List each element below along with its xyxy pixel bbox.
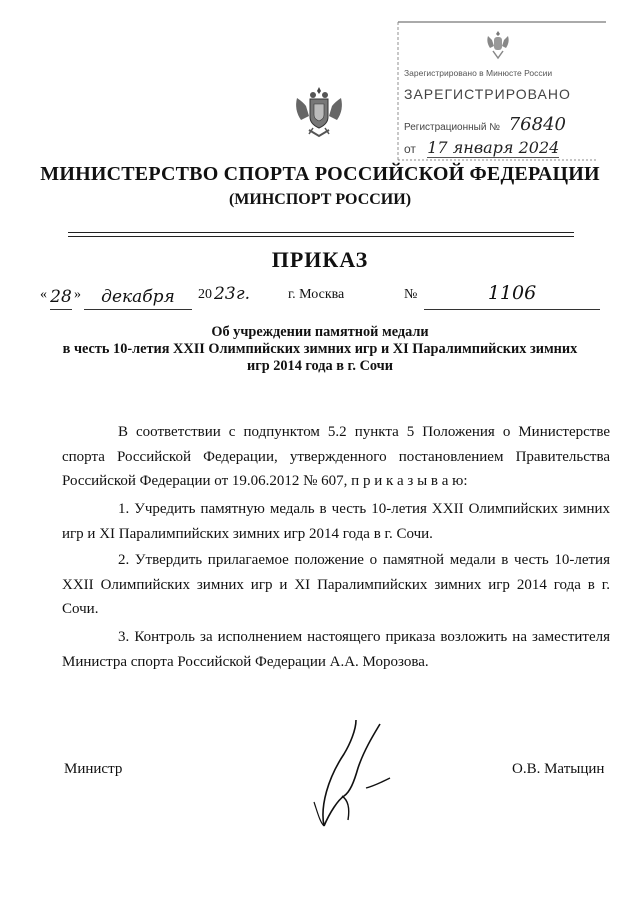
body-item-3-text: 3. Контроль за исполнением настоящего приказа возложить на заместителя Министра спорта Российской Федерации А.А. Морозова.: [62, 629, 610, 670]
body-item-1: [62, 497, 610, 546]
body-item-1-text: 1. Учредить памятную медаль в честь 10-летия XXII Олимпийских зимних игр и XI Паралимпийских зимних игр 2014 года в г. Сочи.: [62, 501, 610, 542]
date-month: декабря: [84, 287, 192, 310]
stamp-eagle-icon: [484, 28, 512, 60]
document-number-label: №: [404, 287, 418, 302]
body-item-3: [62, 625, 610, 674]
document-type: ПРИКАЗ: [271, 247, 369, 272]
stamp-reg-number: 76840: [508, 114, 566, 135]
subject-line-3: игр 2014 года в г. Сочи: [247, 358, 393, 374]
header-rule-thin: [68, 236, 574, 237]
ministry-short-name: (МИНСПОРТ РОССИИ): [228, 191, 412, 208]
signatory-name: О.В. Матыцин: [512, 761, 605, 777]
body-preamble-text: В соответствии с подпунктом 5.2 пункта 5 Положения о Министерстве спорта Российской Федерации, утвержденного постановлением Правительства Российской Федерации от 19.06.2012 № 607, п р и к а з ы в а ю:: [62, 424, 610, 489]
document-subject: [40, 324, 600, 375]
stamp-reg-number-label: Регистрационный №: [404, 122, 500, 133]
date-year-suffix: 23: [214, 284, 236, 304]
stamp-line-2: ЗАРЕГИСТРИРОВАНО: [404, 86, 571, 102]
body-item-2-text: 2. Утвердить прилагаемое положение о памятной медали в честь 10-летия XXII Олимпийских зимних игр и XI Паралимпийских зимних игр 2014 года в г. Сочи.: [62, 552, 610, 617]
body-preamble: [62, 420, 610, 494]
handwritten-signature: [290, 716, 400, 830]
date-day: 28: [50, 287, 72, 310]
header-rule: [68, 232, 574, 233]
stamp-reg-date: 17 января 2024: [427, 138, 560, 157]
signatory-title: Министр: [64, 761, 123, 777]
body-item-2: [62, 548, 610, 622]
date-close-quote: »: [74, 287, 81, 302]
stamp-reg-date-row: [404, 138, 559, 157]
ministry-name: МИНИСТЕРСТВО СПОРТА РОССИЙСКОЙ ФЕДЕРАЦИИ: [40, 163, 600, 185]
subject-line-1: Об учреждении памятной медали: [211, 324, 429, 340]
stamp-reg-date-label: от: [404, 142, 416, 156]
stamp-reg-number-row: [404, 114, 566, 135]
subject-line-2: в честь 10-летия XXII Олимпийских зимних игр и XI Паралимпийских зимних: [62, 341, 578, 357]
date-year-prefix: 20: [198, 287, 212, 302]
date-year-end: г.: [236, 284, 250, 304]
document-city: г. Москва: [288, 287, 345, 302]
stamp-line-1: Зарегистрировано в Минюсте России: [404, 68, 553, 78]
document-number: 1106: [424, 282, 600, 310]
registration-stamp: [396, 20, 614, 172]
coat-of-arms-icon: [293, 84, 345, 140]
date-open-quote: «: [40, 287, 47, 302]
